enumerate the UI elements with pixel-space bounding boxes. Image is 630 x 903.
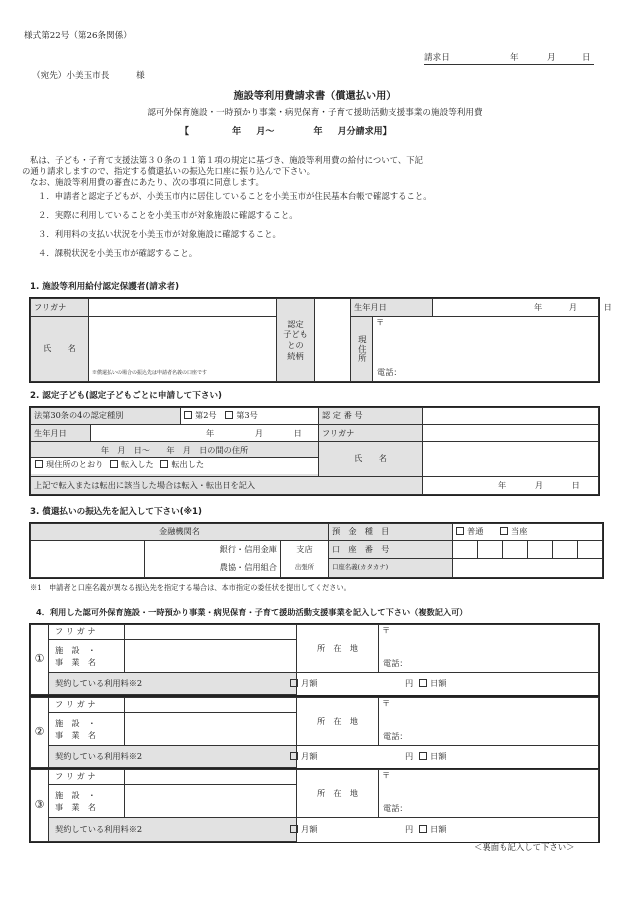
facility-block (30, 697, 599, 768)
phone-label: 電話： (383, 657, 408, 668)
relation-field[interactable] (315, 299, 351, 382)
postal-mark: 〒 (376, 317, 385, 327)
phone-label: 電話： (383, 730, 408, 741)
daily-fee-checkbox[interactable] (419, 825, 427, 833)
facility-address-field[interactable] (379, 625, 599, 673)
child-birthdate-field[interactable]: 年 月 日 (91, 425, 319, 442)
fee-label: 契約している利用料※2 (49, 673, 297, 695)
intro-line-3: なお、施設等利用費の審査にあたり、次の事項に同意します。 (30, 177, 264, 187)
account-no-label: 口 座 番 号 (329, 540, 453, 559)
fee-options: 月額 円 日額 (297, 746, 599, 768)
child-table (30, 407, 599, 495)
account-name-label: 口座名義(カタカナ) (329, 559, 453, 578)
location-label: 所 在 地 (297, 698, 379, 746)
facility-number: ③ (31, 770, 49, 842)
fee-options: 月額 円 日額 (297, 673, 599, 695)
facility-name-label: 施 設 ・ 事 業 名 (49, 785, 125, 818)
facility-furigana-label: フ リ ガ ナ (49, 770, 125, 785)
bank-table (30, 523, 603, 578)
facility-block (30, 769, 599, 842)
account-digit[interactable] (453, 540, 478, 559)
facility-number: ① (31, 625, 49, 695)
cert-no-field[interactable] (423, 408, 599, 425)
subtitle: 認可外保育施設・一時預かり事業・病児保育・子育て援助活動支援事業の施設等利用費 (147, 108, 483, 118)
monthly-fee-checkbox[interactable] (290, 752, 298, 760)
facility-furigana-label: フ リ ガ ナ (49, 698, 125, 713)
back-side-note: ＜裏面も記入して下さい＞ (474, 842, 575, 852)
name-note: ※償還払いの場合の振込先は申請者名義の口座です (92, 370, 208, 377)
guardian-table (30, 298, 612, 382)
account-digit[interactable] (478, 540, 503, 559)
facility-number: ② (31, 698, 49, 768)
request-date: 請求日 年 月 日 (424, 54, 594, 65)
section3-heading: 3. 償還払いの振込先を記入して下さい(※1) (30, 507, 202, 517)
child-name-field[interactable] (423, 442, 599, 476)
address-period: 年 月 日～ 年 月 日の間の住所 現住所のとおり 転入した 転出した (31, 442, 319, 476)
monthly-fee-checkbox[interactable] (290, 679, 298, 687)
consent-item: ３．利用料の支払い状況を小美玉市が対象施設に確認すること。 (38, 229, 281, 239)
guardian-address-field[interactable] (373, 317, 599, 382)
child-name-label: 氏 名 (319, 442, 423, 476)
deposit-type-label: 預 金 種 目 (329, 524, 453, 541)
section2-heading: 2. 認定子ども(認定子どもごとに申請して下さい) (30, 391, 222, 401)
postal-mark: 〒 (382, 698, 391, 708)
fee-label: 契約している利用料※2 (49, 746, 297, 768)
fee-options: 月額 円 日額 (297, 818, 599, 842)
facility-furigana-field[interactable] (125, 625, 297, 640)
facility-name-label: 施 設 ・ 事 業 名 (49, 713, 125, 746)
current-account-checkbox[interactable] (500, 527, 508, 535)
daily-fee-checkbox[interactable] (419, 752, 427, 760)
name-label: 氏 名 (31, 317, 89, 382)
cert-type-3-checkbox[interactable] (225, 411, 233, 419)
move-date-field[interactable]: 年 月 日 (423, 476, 599, 494)
bank-name-field[interactable] (31, 540, 145, 577)
account-name-field[interactable] (453, 559, 603, 578)
facility-name-field[interactable] (125, 713, 297, 746)
account-digit[interactable] (578, 540, 603, 559)
bank-type-1: 銀行・信用金庫 (145, 540, 281, 559)
consent-item: ４．課税状況を小美玉市が確認すること。 (38, 248, 198, 258)
facility-name-label: 施 設 ・ 事 業 名 (49, 640, 125, 673)
birthdate-label: 生年月日 (351, 299, 433, 317)
intro-line-2: の通り請求しますので、指定する償還払いの振込先口座に振り込んで下さい。 (22, 166, 315, 176)
move-note: 上記で転入または転出に該当した場合は転入・転出日を記入 (31, 476, 423, 494)
bank-note: ※1 申請者と口座名義が異なる振込先を指定する場合は、本市指定の委任状を提出してください。 (30, 583, 351, 592)
facility-name-field[interactable] (125, 640, 297, 673)
cert-type-2-checkbox[interactable] (184, 411, 192, 419)
facility-block (30, 624, 599, 695)
phone-label: 電話： (383, 802, 408, 813)
account-digit[interactable] (503, 540, 528, 559)
phone-label: 電話： (377, 366, 402, 377)
postal-mark: 〒 (382, 770, 391, 780)
addressee: （宛先）小美玉市長 様 (32, 71, 145, 81)
cert-type-options: 第2号 第3号 (181, 408, 319, 425)
location-label: 所 在 地 (297, 770, 379, 818)
consent-item: １．申請者と認定子どもが、小美玉市内に居住していることを小美玉市が住民基本台帳で確認すること。 (38, 191, 432, 201)
consent-item: ２．実際に利用していることを小美玉市が対象施設に確認すること。 (38, 210, 298, 220)
bank-type-2: 農協・信用組合 (145, 559, 281, 578)
child-furigana-field[interactable] (423, 425, 599, 442)
branch-office-label: 出張所 (281, 559, 329, 578)
guardian-birthdate-field[interactable]: 年 月 日 (433, 299, 599, 317)
address-label: 現住所 (351, 317, 373, 382)
bank-name-label: 金融機関名 (31, 524, 329, 541)
facility-furigana-field[interactable] (125, 698, 297, 713)
deposit-type-options: 普通 当座 (453, 524, 603, 541)
request-date-label: 請求日 (424, 53, 450, 63)
daily-fee-checkbox[interactable] (419, 679, 427, 687)
section1-heading: 1. 施設等利用給付認定保護者(請求者) (30, 282, 179, 292)
furigana-label: フリガナ (31, 299, 89, 317)
facility-furigana-label: フ リ ガ ナ (49, 625, 125, 640)
current-address-checkbox[interactable] (35, 460, 43, 468)
facility-furigana-field[interactable] (125, 770, 297, 785)
facility-address-field[interactable] (379, 770, 599, 818)
cert-no-label: 認 定 番 号 (319, 408, 423, 425)
relation-label: 認定 子ども との 続柄 (277, 299, 315, 382)
branch-label: 支店 (281, 540, 329, 559)
section4-heading: 4．利用した認可外保育施設・一時預かり事業・病児保育・子育て援助活動支援事業を記入して下さい（複数記入可） (36, 607, 468, 617)
postal-mark: 〒 (382, 625, 391, 635)
form-id: 様式第22号（第26条関係） (24, 31, 132, 41)
page-title: 施設等利用費請求書（償還払い用） (233, 90, 397, 102)
facility-address-field[interactable] (379, 698, 599, 746)
moved-in-checkbox[interactable] (110, 460, 118, 468)
moved-out-checkbox[interactable] (160, 460, 168, 468)
account-digit[interactable] (553, 540, 578, 559)
fee-label: 契約している利用料※2 (49, 818, 297, 842)
child-furigana-label: フリガナ (319, 425, 423, 442)
location-label: 所 在 地 (297, 625, 379, 673)
account-digit[interactable] (528, 540, 553, 559)
cert-type-label: 法第30条の4の認定種別 (31, 408, 181, 425)
billing-period: 【 年 月～ 年 月分請求用】 (180, 127, 392, 137)
normal-account-checkbox[interactable] (456, 527, 464, 535)
child-birthdate-label: 生年月日 (31, 425, 91, 442)
intro-line-1: 私は、子ども・子育て支援法第３０条の１１第１項の規定に基づき、施設等利用費の給付について、下記 (30, 155, 423, 165)
guardian-name-field[interactable] (89, 317, 277, 382)
guardian-furigana-field[interactable] (89, 299, 277, 317)
monthly-fee-checkbox[interactable] (290, 825, 298, 833)
facility-name-field[interactable] (125, 785, 297, 818)
